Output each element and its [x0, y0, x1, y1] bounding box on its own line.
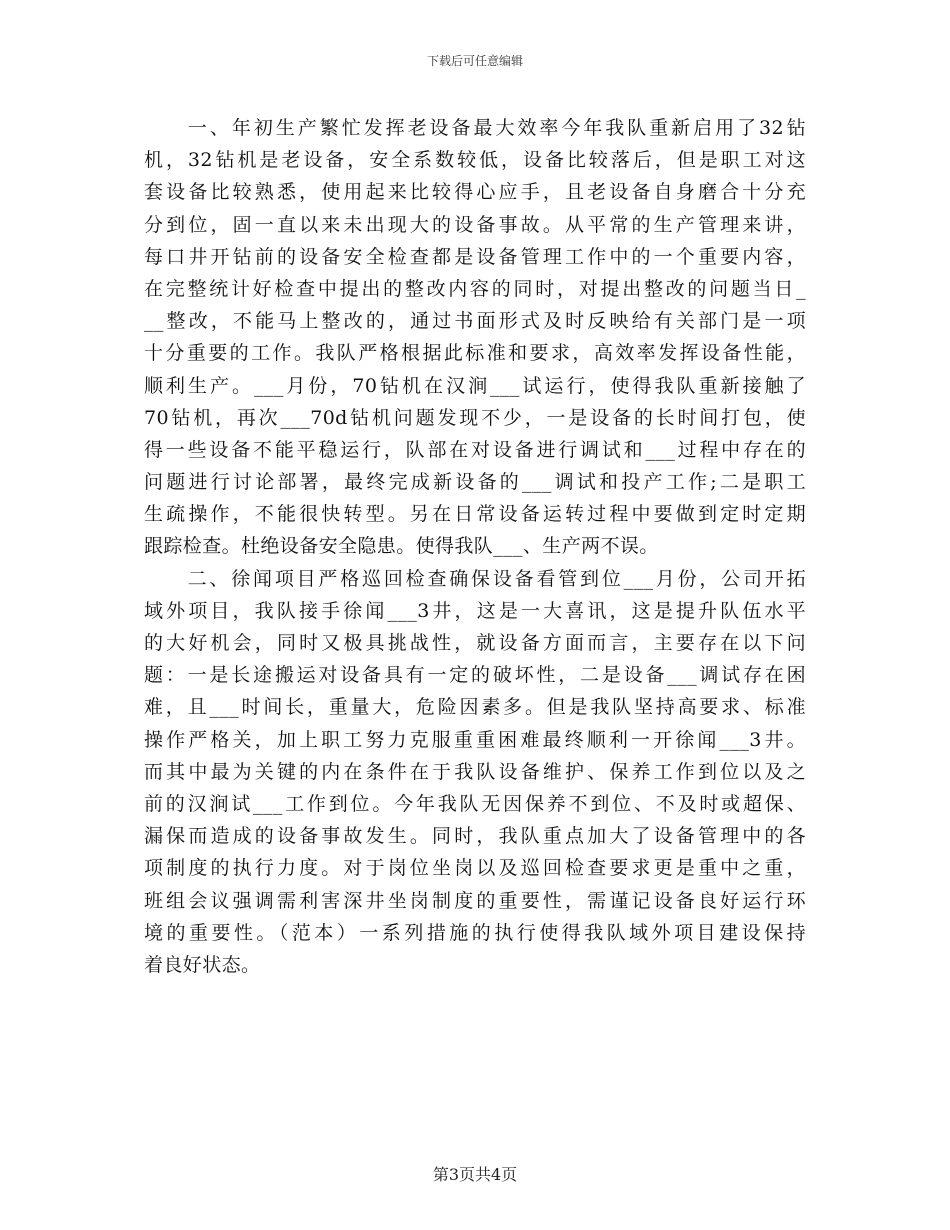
page-header: 下载后可任意编辑	[426, 54, 523, 68]
text-line: 问题进行讨论部署，最终完成新设备的___调试和投产工作;二是职工	[144, 471, 806, 494]
paragraph-1	[144, 112, 806, 563]
text-line: 跟踪检查。杜绝设备安全隐患。使得我队___、生产两不误。	[144, 535, 659, 558]
text-line: 在完整统计好检查中提出的整改内容的同时，对提出整改的问题当日_	[144, 277, 806, 300]
text-line: __整改，不能马上整改的，通过书面形式及时反映给有关部门是一项	[144, 310, 806, 333]
text-line: 项制度的执行力度。对于岗位坐岗以及巡回检查要求更是重中之重，	[144, 857, 806, 880]
text-line: 漏保而造成的设备事故发生。同时，我队重点加大了设备管理中的各	[144, 825, 806, 848]
text-line: 一、年初生产繁忙发挥老设备最大效率今年我队重新启用了32钻	[144, 117, 806, 139]
text-line: 套设备比较熟悉，使用起来比较得心应手，且老设备自身磨合十分充	[144, 181, 806, 204]
text-line: 机，32钻机是老设备，安全系数较低，设备比较落后，但是职工对这	[144, 149, 806, 172]
text-line: 而其中最为关键的内在条件在于我队设备维护、保养工作到位以及之	[144, 760, 806, 783]
text-line: 着良好状态。	[144, 953, 261, 976]
text-line: 班组会议强调需利害深井坐岗制度的重要性，需谨记设备良好运行环	[144, 889, 806, 912]
text-line: 生疏操作，不能很快转型。另在日常设备运转过程中要做到定时定期	[144, 503, 806, 526]
text-line: 前的汉涧试___工作到位。今年我队无因保养不到位、不及时或超保、	[144, 792, 806, 815]
text-line: 题：一是长途搬运对设备具有一定的破坏性，二是设备___调试存在困	[144, 664, 806, 687]
text-line: 得一些设备不能平稳运行，队部在对设备进行调试和___过程中存在的	[144, 438, 806, 461]
text-line: 十分重要的工作。我队严格根据此标准和要求，高效率发挥设备性能，	[144, 342, 806, 365]
paragraph-2	[144, 563, 806, 981]
text-line: 顺利生产。___月份，70钻机在汉涧___试运行，使得我队重新接触了	[144, 374, 806, 397]
page-number: 第3页共4页	[432, 1165, 518, 1184]
text-line: 分到位，固一直以来未出现大的设备事故。从平常的生产管理来讲，	[144, 213, 806, 236]
text-line: 域外项目，我队接手徐闻___3井，这是一大喜讯，这是提升队伍水平	[144, 599, 806, 622]
text-line: 操作严格关，加上职工努力克服重重困难最终顺利一开徐闻___3井。	[144, 728, 806, 751]
text-line: 的大好机会，同时又极具挑战性，就设备方面而言，主要存在以下问	[144, 632, 806, 654]
text-line: 二、徐闻项目严格巡回检查确保设备看管到位___月份，公司开拓	[144, 567, 806, 590]
text-line: 境的重要性。（范本）一系列措施的执行使得我队域外项目建设保持	[144, 921, 806, 944]
text-line: 每口井开钻前的设备安全检查都是设备管理工作中的一个重要内容，	[144, 245, 806, 268]
document-body	[144, 112, 806, 981]
text-line: 难，且___时间长，重量大，危险因素多。但是我队坚持高要求、标准	[144, 696, 806, 719]
text-line: 70钻机，再次___70d钻机问题发现不少，一是设备的长时间打包，使	[144, 406, 806, 429]
